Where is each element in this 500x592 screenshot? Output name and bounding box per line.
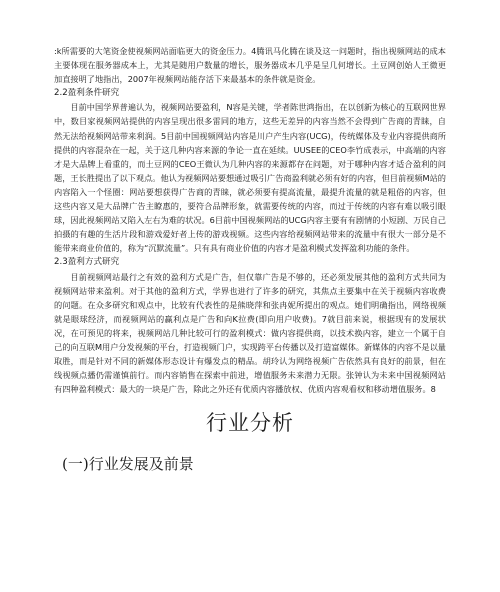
section-heading-2-2: 2.2盈利条件研究 — [54, 88, 120, 99]
section-2-3-paragraph: 目前视频网站最行之有效的盈利方式是广告，但仅靠广告是不够的，还必须发展其他的盈利方式共同为视频网站带来盈利。对于其他的盈利方式，学界也进行了许多的研究，其焦点主要集中在关于视频内容收费的问题。在众多研究和观点中，比较有代表性的是熊晓萍和张冉妮所提出的观点。她们明确指出，网络视频就是眼球经济，而视频网站的赢利点是广告和向K拉费(即向用户收费)。7就目前来说，根据现有的发展状况，在可预见的将来，视频网站几种比较可行的盈利模式：做内容提供商，以技术换内容，建立一个属于自己的向互联M用户分发视频的平台，打造视频门户，实现跨平台传播以及打造富媒体。新媒体的内容不是以量取胜，而是针对不同的新媒体形态设计有爆发点的精品。胡玲认为网络视频广告依然具有良好的前景，但在线视频点播仍需谨慎前行。而内容销售在探索中前进，增值服务未来潜力无限。张钟认为未来中国视频网站有四种盈利模式：最大的一块是广告，除此之外还有优质内容播放权、优质内容观看权和移动增值服务。8 — [54, 271, 446, 395]
section-2-2-paragraph: 目前中国学界普遍认为，视频网站要盈利，N容是关键，学者陈世鸿指出，在以创新为核心的互联网世界中，数目家视频网站提供的内容呈现出很多雷同的地方，这些无差异的内容当然不会得到广告商的青睐，自然无法给视频网站带来利润。5目前中国视频网站内容是川户产生内容(UCG)，传统媒体及专业内容提供商所提供的内容混杂在一起，关于这几种内容来源的争论一直在延续。UUSEE的CEO李竹成表示，中高端的内容才是大品牌上看重的，而土豆网的CEO王微认为几种内容的来源都存在问题，对于哪种内容才适合盈利的问题，王长胜提出了以下观点。他认为视频网站要想通过吸引广告商盈利就必须有好的内容，但目前视频M站的内容陷入一个怪圈：网站要想获得广告商的青睐，就必须要有提高流量，最提升流量的就是粗俗的内容，但这些内容又是大品牌广告主瞭惠的，要符合品牌形象，就需要传统的内容，而过于传统的内容有难以吸引眼球，因此视频网站又陷入左右为难的状况。6目前中国视频网站的UCG内容主要有有剧情的小短剧、万民自己拍摄的有趣的生活片段和游戏爱好者上传的游戏视频。这些内容给视频网站带来的流量中有很大一部分是不能带来商业价值的，称为“沉默流量”。只有具有商业价值的内容才是盈利模式发挥盈利功能的条件。 — [54, 102, 446, 254]
section-heading-2-3: 2.3盈利方式研究 — [54, 257, 120, 268]
subsection-title: (一)行业发展及前景 — [62, 455, 194, 474]
chapter-title: 行业分析 — [206, 411, 294, 436]
intro-paragraph: :k所需要的大笔资金使视频网站面临更大的资金压力。4腾讯马化腾在谈及这一问题时，指出视频网站的成本主要体现在服务器成本上，尤其是随用户数量的增长，服务器成本几乎是呈几何增长。土豆网创始人王微更加直接明了地指出，2007年视频网站能存活下来最基本的条件就是资金。 — [54, 46, 446, 85]
